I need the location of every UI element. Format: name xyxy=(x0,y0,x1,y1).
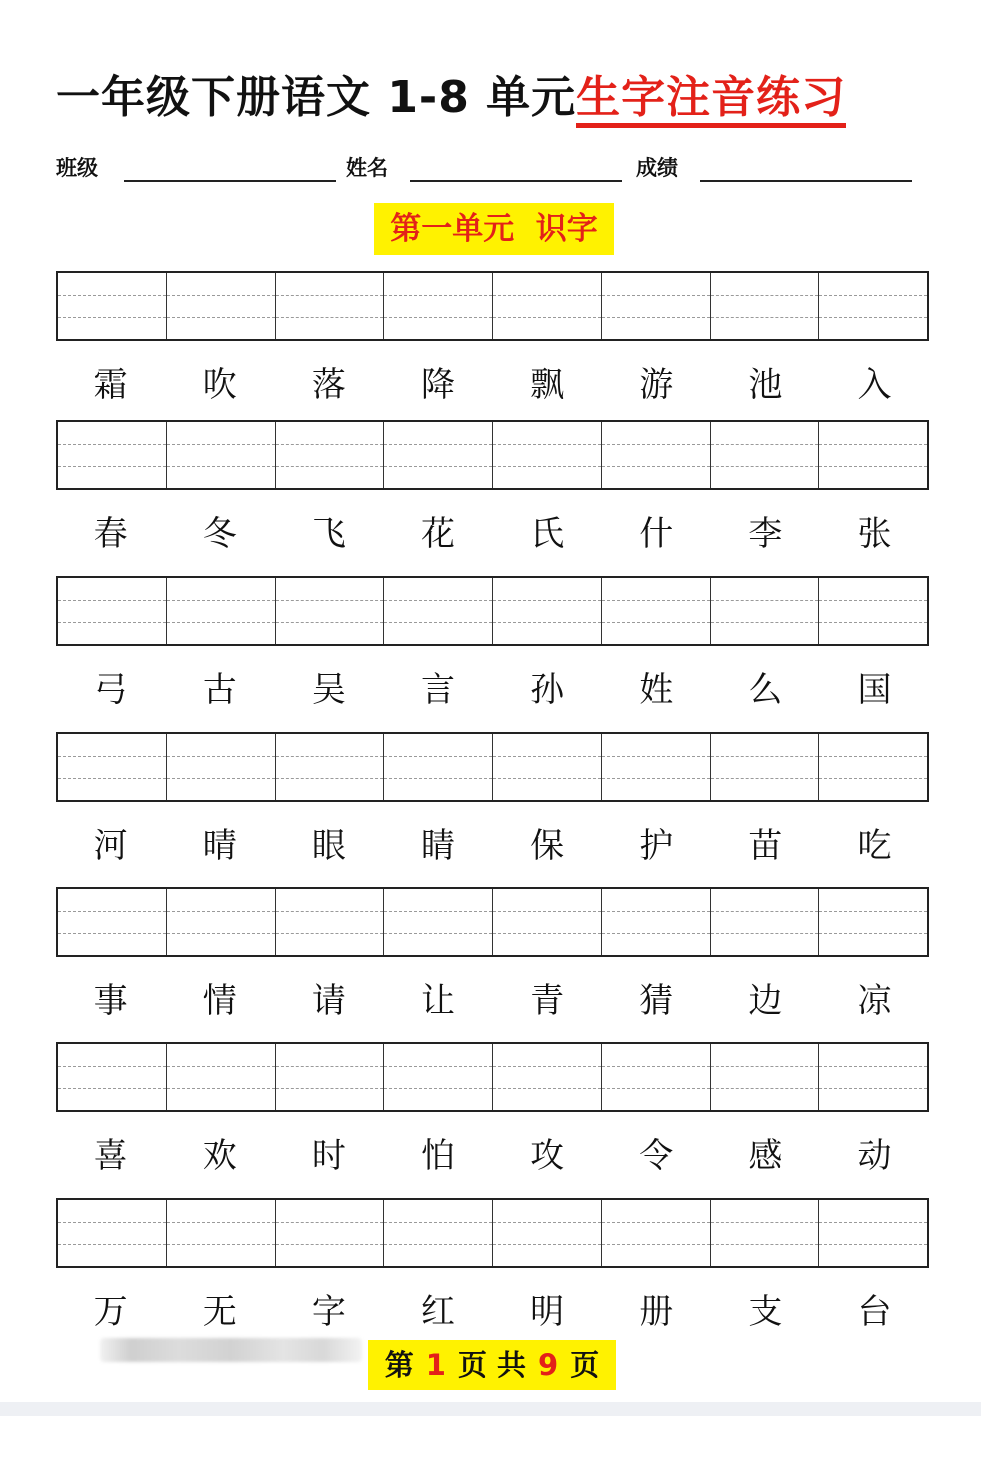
hanzi-character: 青 xyxy=(530,981,565,1021)
hanzi-character: 冬 xyxy=(202,514,237,554)
hanzi-character: 猜 xyxy=(639,981,674,1021)
hanzi-character: 吴 xyxy=(311,670,346,710)
character-row xyxy=(56,662,929,718)
hanzi-character: 明 xyxy=(530,1292,565,1332)
hanzi-character: 落 xyxy=(311,365,346,405)
pinyin-cell[interactable] xyxy=(819,889,927,955)
hanzi-character: 台 xyxy=(857,1292,892,1332)
pinyin-cell[interactable] xyxy=(276,889,385,955)
hanzi-character: 古 xyxy=(202,670,237,710)
pinyin-cell[interactable] xyxy=(819,578,927,644)
pinyin-cell[interactable] xyxy=(602,422,711,488)
footer-suffix: 页 xyxy=(570,1348,600,1382)
pinyin-cell[interactable] xyxy=(711,889,820,955)
pinyin-cell[interactable] xyxy=(711,578,820,644)
pinyin-grid-row xyxy=(56,887,929,957)
character-row xyxy=(56,1128,929,1184)
hanzi-character: 喜 xyxy=(93,1136,128,1176)
hanzi-character: 什 xyxy=(639,514,674,554)
unit-heading: 第一单元 识字 xyxy=(374,203,614,255)
pinyin-cell[interactable] xyxy=(384,422,493,488)
hanzi-character: 保 xyxy=(530,826,565,866)
hanzi-character: 字 xyxy=(311,1292,346,1332)
score-label: 成绩 xyxy=(636,156,678,180)
pinyin-cell[interactable] xyxy=(711,422,820,488)
title-main: 一年级下册语文 1-8 单元 xyxy=(56,72,577,123)
pinyin-cell[interactable] xyxy=(819,1044,927,1110)
hanzi-character: 册 xyxy=(639,1292,674,1332)
bottom-divider xyxy=(0,1402,981,1416)
pinyin-cell[interactable] xyxy=(711,1044,820,1110)
pinyin-cell[interactable] xyxy=(819,1200,927,1266)
name-label: 姓名 xyxy=(346,156,388,180)
hanzi-character: 怕 xyxy=(420,1136,455,1176)
hanzi-character: 请 xyxy=(311,981,346,1021)
hanzi-character: 春 xyxy=(93,514,128,554)
pinyin-cell[interactable] xyxy=(493,422,602,488)
class-label: 班级 xyxy=(56,156,98,180)
pinyin-cell[interactable] xyxy=(58,889,167,955)
pinyin-cell[interactable] xyxy=(276,273,385,339)
hanzi-character: 支 xyxy=(748,1292,783,1332)
hanzi-character: 吹 xyxy=(202,365,237,405)
pinyin-cell[interactable] xyxy=(602,889,711,955)
name-blank[interactable] xyxy=(410,180,622,182)
pinyin-cell[interactable] xyxy=(58,734,167,800)
pinyin-cell[interactable] xyxy=(167,422,276,488)
current-page-number: 1 xyxy=(425,1348,446,1382)
hanzi-character: 降 xyxy=(420,365,455,405)
pinyin-cell[interactable] xyxy=(384,1200,493,1266)
pinyin-cell[interactable] xyxy=(167,1200,276,1266)
hanzi-character: 万 xyxy=(93,1292,128,1332)
pinyin-cell[interactable] xyxy=(711,273,820,339)
hanzi-character: 欢 xyxy=(202,1136,237,1176)
pinyin-grid-row xyxy=(56,576,929,646)
pinyin-cell[interactable] xyxy=(602,273,711,339)
pinyin-cell[interactable] xyxy=(276,578,385,644)
hanzi-character: 入 xyxy=(857,365,892,405)
hanzi-character: 红 xyxy=(420,1292,455,1332)
hanzi-character: 眼 xyxy=(311,826,346,866)
character-row xyxy=(56,506,929,562)
total-page-number: 9 xyxy=(538,1348,559,1382)
hanzi-character: 花 xyxy=(420,514,455,554)
character-row xyxy=(56,818,929,874)
page-title xyxy=(56,68,846,128)
pinyin-cell[interactable] xyxy=(276,1200,385,1266)
hanzi-character: 飘 xyxy=(530,365,565,405)
pinyin-cell[interactable] xyxy=(819,273,927,339)
hanzi-character: 姓 xyxy=(639,670,674,710)
pinyin-cell[interactable] xyxy=(58,273,167,339)
hanzi-character: 弓 xyxy=(93,670,128,710)
pinyin-grid-row xyxy=(56,271,929,341)
hanzi-character: 河 xyxy=(93,826,128,866)
pinyin-cell[interactable] xyxy=(384,273,493,339)
pinyin-cell[interactable] xyxy=(167,578,276,644)
hanzi-character: 感 xyxy=(748,1136,783,1176)
pinyin-cell[interactable] xyxy=(58,1200,167,1266)
character-row xyxy=(56,357,929,413)
hanzi-character: 国 xyxy=(857,670,892,710)
pinyin-cell[interactable] xyxy=(711,1200,820,1266)
hanzi-character: 李 xyxy=(748,514,783,554)
pinyin-cell[interactable] xyxy=(493,273,602,339)
hanzi-character: 令 xyxy=(639,1136,674,1176)
pinyin-cell[interactable] xyxy=(384,889,493,955)
hanzi-character: 飞 xyxy=(311,514,346,554)
pinyin-grid-row xyxy=(56,1042,929,1112)
hanzi-character: 动 xyxy=(857,1136,892,1176)
hanzi-character: 攻 xyxy=(530,1136,565,1176)
footer-prefix: 第 xyxy=(384,1348,414,1382)
hanzi-character: 氏 xyxy=(530,514,565,554)
pinyin-grid-row xyxy=(56,1198,929,1268)
hanzi-character: 孙 xyxy=(530,670,565,710)
footer-mid: 页 共 xyxy=(457,1348,527,1382)
pinyin-cell[interactable] xyxy=(493,889,602,955)
hanzi-character: 护 xyxy=(639,826,674,866)
hanzi-character: 睛 xyxy=(420,826,455,866)
pinyin-cell[interactable] xyxy=(167,889,276,955)
pinyin-cell[interactable] xyxy=(819,734,927,800)
pinyin-cell[interactable] xyxy=(58,1044,167,1110)
hanzi-character: 吃 xyxy=(857,826,892,866)
student-info-row xyxy=(56,148,916,188)
character-row xyxy=(56,1284,929,1340)
page-indicator xyxy=(368,1340,616,1390)
pinyin-cell[interactable] xyxy=(276,1044,385,1110)
hanzi-character: 无 xyxy=(202,1292,237,1332)
pinyin-cell[interactable] xyxy=(384,578,493,644)
hanzi-character: 池 xyxy=(748,365,783,405)
hanzi-character: 游 xyxy=(639,365,674,405)
pinyin-cell[interactable] xyxy=(167,273,276,339)
pinyin-grid-row xyxy=(56,732,929,802)
pinyin-cell[interactable] xyxy=(384,734,493,800)
pinyin-cell[interactable] xyxy=(819,422,927,488)
hanzi-character: 霜 xyxy=(93,365,128,405)
pinyin-cell[interactable] xyxy=(602,1044,711,1110)
pinyin-cell[interactable] xyxy=(711,734,820,800)
hanzi-character: 晴 xyxy=(202,826,237,866)
pinyin-cell[interactable] xyxy=(493,1200,602,1266)
hanzi-character: 时 xyxy=(311,1136,346,1176)
pinyin-cell[interactable] xyxy=(276,422,385,488)
hanzi-character: 事 xyxy=(93,981,128,1021)
hanzi-character: 让 xyxy=(420,981,455,1021)
pinyin-grid-row xyxy=(56,420,929,490)
pinyin-cell[interactable] xyxy=(493,578,602,644)
pinyin-cell[interactable] xyxy=(276,734,385,800)
hanzi-character: 凉 xyxy=(857,981,892,1021)
hanzi-character: 边 xyxy=(748,981,783,1021)
pinyin-cell[interactable] xyxy=(167,734,276,800)
hanzi-character: 苗 xyxy=(748,826,783,866)
hanzi-character: 么 xyxy=(748,670,783,710)
pinyin-cell[interactable] xyxy=(493,734,602,800)
pinyin-cell[interactable] xyxy=(58,578,167,644)
pinyin-cell[interactable] xyxy=(602,1200,711,1266)
score-blank[interactable] xyxy=(700,180,912,182)
hanzi-character: 张 xyxy=(857,514,892,554)
pinyin-cell[interactable] xyxy=(384,1044,493,1110)
hanzi-character: 情 xyxy=(202,981,237,1021)
pinyin-cell[interactable] xyxy=(167,1044,276,1110)
title-highlight: 生字注音练习 xyxy=(576,72,846,128)
pinyin-cell[interactable] xyxy=(602,578,711,644)
character-row xyxy=(56,973,929,1029)
pinyin-cell[interactable] xyxy=(58,422,167,488)
blurred-watermark xyxy=(100,1338,362,1362)
class-blank[interactable] xyxy=(124,180,336,182)
pinyin-cell[interactable] xyxy=(493,1044,602,1110)
pinyin-cell[interactable] xyxy=(602,734,711,800)
hanzi-character: 言 xyxy=(420,670,455,710)
